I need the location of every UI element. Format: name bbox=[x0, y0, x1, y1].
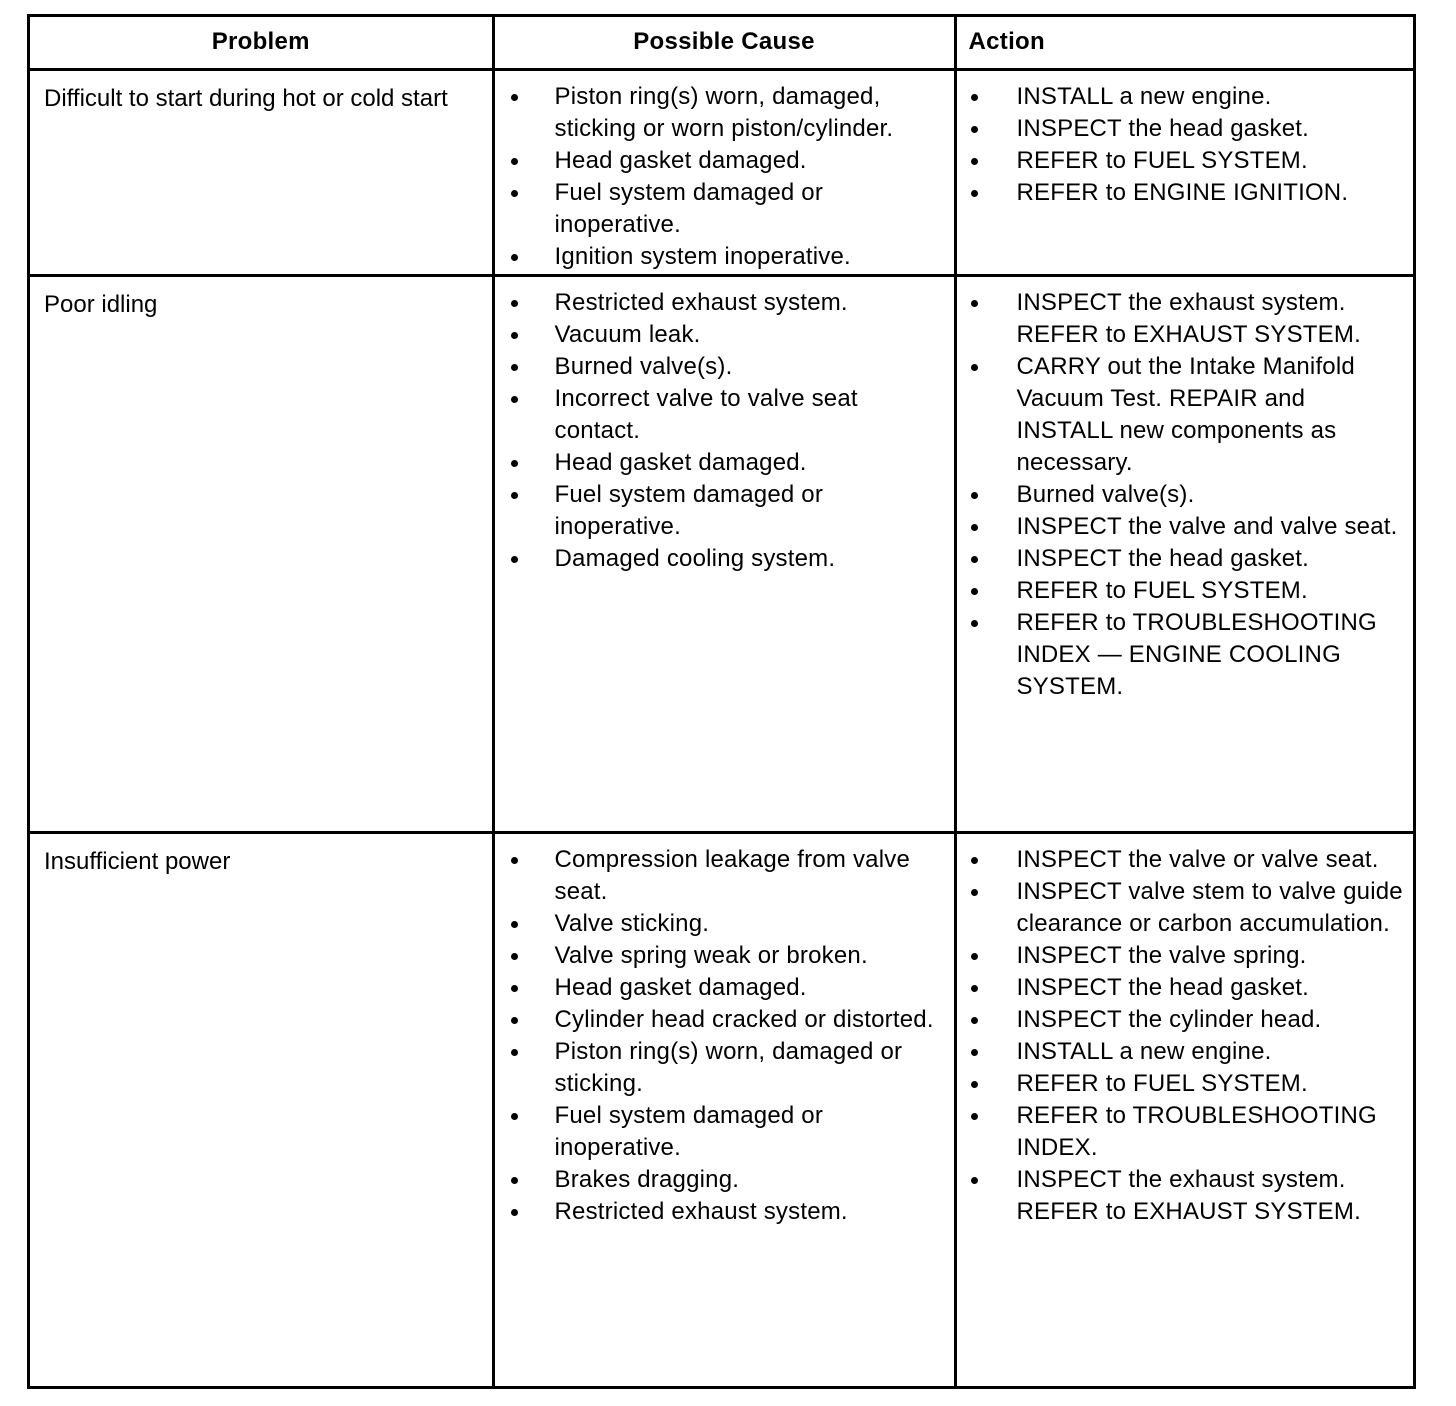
list-item: Restricted exhaust system. bbox=[495, 1196, 948, 1228]
list-item: INSPECT the valve or valve seat. bbox=[957, 844, 1408, 876]
problem-cell: Difficult to start during hot or cold start bbox=[30, 69, 493, 275]
cause-list bbox=[495, 277, 954, 575]
cause-list bbox=[495, 834, 954, 1228]
action-cell bbox=[955, 832, 1413, 1386]
list-item: INSPECT the cylinder head. bbox=[957, 1004, 1408, 1036]
cause-cell bbox=[493, 69, 955, 275]
header-possible-cause: Possible Cause bbox=[493, 17, 955, 69]
list-item: Head gasket damaged. bbox=[495, 145, 948, 177]
list-item: REFER to FUEL SYSTEM. bbox=[957, 575, 1408, 607]
table-row bbox=[30, 832, 1413, 1386]
list-item: Burned valve(s). bbox=[957, 479, 1408, 511]
list-item: INSPECT the exhaust system. REFER to EXHAUST SYSTEM. bbox=[957, 1164, 1408, 1228]
list-item: Piston ring(s) worn, damaged or sticking. bbox=[495, 1036, 948, 1100]
list-item: Burned valve(s). bbox=[495, 351, 948, 383]
header-problem: Problem bbox=[30, 17, 493, 69]
header-action: Action bbox=[955, 17, 1413, 69]
list-item: Brakes dragging. bbox=[495, 1164, 948, 1196]
action-list bbox=[957, 71, 1414, 209]
list-item: INSPECT the head gasket. bbox=[957, 543, 1408, 575]
list-item: Cylinder head cracked or distorted. bbox=[495, 1004, 948, 1036]
list-item: INSPECT the head gasket. bbox=[957, 972, 1408, 1004]
troubleshooting-table-frame bbox=[27, 14, 1416, 1389]
action-list bbox=[957, 834, 1414, 1228]
cause-cell bbox=[493, 832, 955, 1386]
problem-cell: Poor idling bbox=[30, 275, 493, 832]
list-item: INSPECT the head gasket. bbox=[957, 113, 1408, 145]
list-item: Head gasket damaged. bbox=[495, 972, 948, 1004]
list-item: Compression leakage from valve seat. bbox=[495, 844, 948, 908]
list-item: REFER to FUEL SYSTEM. bbox=[957, 145, 1408, 177]
list-item: Restricted exhaust system. bbox=[495, 287, 948, 319]
list-item: INSTALL a new engine. bbox=[957, 81, 1408, 113]
problem-cell: Insufficient power bbox=[30, 832, 493, 1386]
list-item: Damaged cooling system. bbox=[495, 543, 948, 575]
list-item: INSPECT the exhaust system. REFER to EXHAUST SYSTEM. bbox=[957, 287, 1408, 351]
list-item: Incorrect valve to valve seat contact. bbox=[495, 383, 948, 447]
table-row bbox=[30, 69, 1413, 275]
list-item: INSPECT valve stem to valve guide clearance or carbon accumulation. bbox=[957, 876, 1408, 940]
action-cell bbox=[955, 275, 1413, 832]
list-item: Piston ring(s) worn, damaged, sticking or worn piston/cylinder. bbox=[495, 81, 948, 145]
list-item: REFER to FUEL SYSTEM. bbox=[957, 1068, 1408, 1100]
action-cell bbox=[955, 69, 1413, 275]
list-item: CARRY out the Intake Manifold Vacuum Test. REPAIR and INSTALL new components as necessary. bbox=[957, 351, 1408, 479]
list-item: INSPECT the valve spring. bbox=[957, 940, 1408, 972]
list-item: Ignition system inoperative. bbox=[495, 241, 948, 273]
cause-list bbox=[495, 71, 954, 273]
header-row bbox=[30, 17, 1413, 69]
table-row bbox=[30, 275, 1413, 832]
list-item: Head gasket damaged. bbox=[495, 447, 948, 479]
list-item: Fuel system damaged or inoperative. bbox=[495, 479, 948, 543]
list-item: INSTALL a new engine. bbox=[957, 1036, 1408, 1068]
list-item: REFER to TROUBLESHOOTING INDEX — ENGINE COOLING SYSTEM. bbox=[957, 607, 1408, 703]
list-item: REFER to ENGINE IGNITION. bbox=[957, 177, 1408, 209]
list-item: Fuel system damaged or inoperative. bbox=[495, 1100, 948, 1164]
list-item: Valve sticking. bbox=[495, 908, 948, 940]
action-list bbox=[957, 277, 1414, 703]
list-item: REFER to TROUBLESHOOTING INDEX. bbox=[957, 1100, 1408, 1164]
cause-cell bbox=[493, 275, 955, 832]
list-item: Vacuum leak. bbox=[495, 319, 948, 351]
list-item: INSPECT the valve and valve seat. bbox=[957, 511, 1408, 543]
list-item: Valve spring weak or broken. bbox=[495, 940, 948, 972]
troubleshooting-table bbox=[30, 17, 1413, 1386]
list-item: Fuel system damaged or inoperative. bbox=[495, 177, 948, 241]
